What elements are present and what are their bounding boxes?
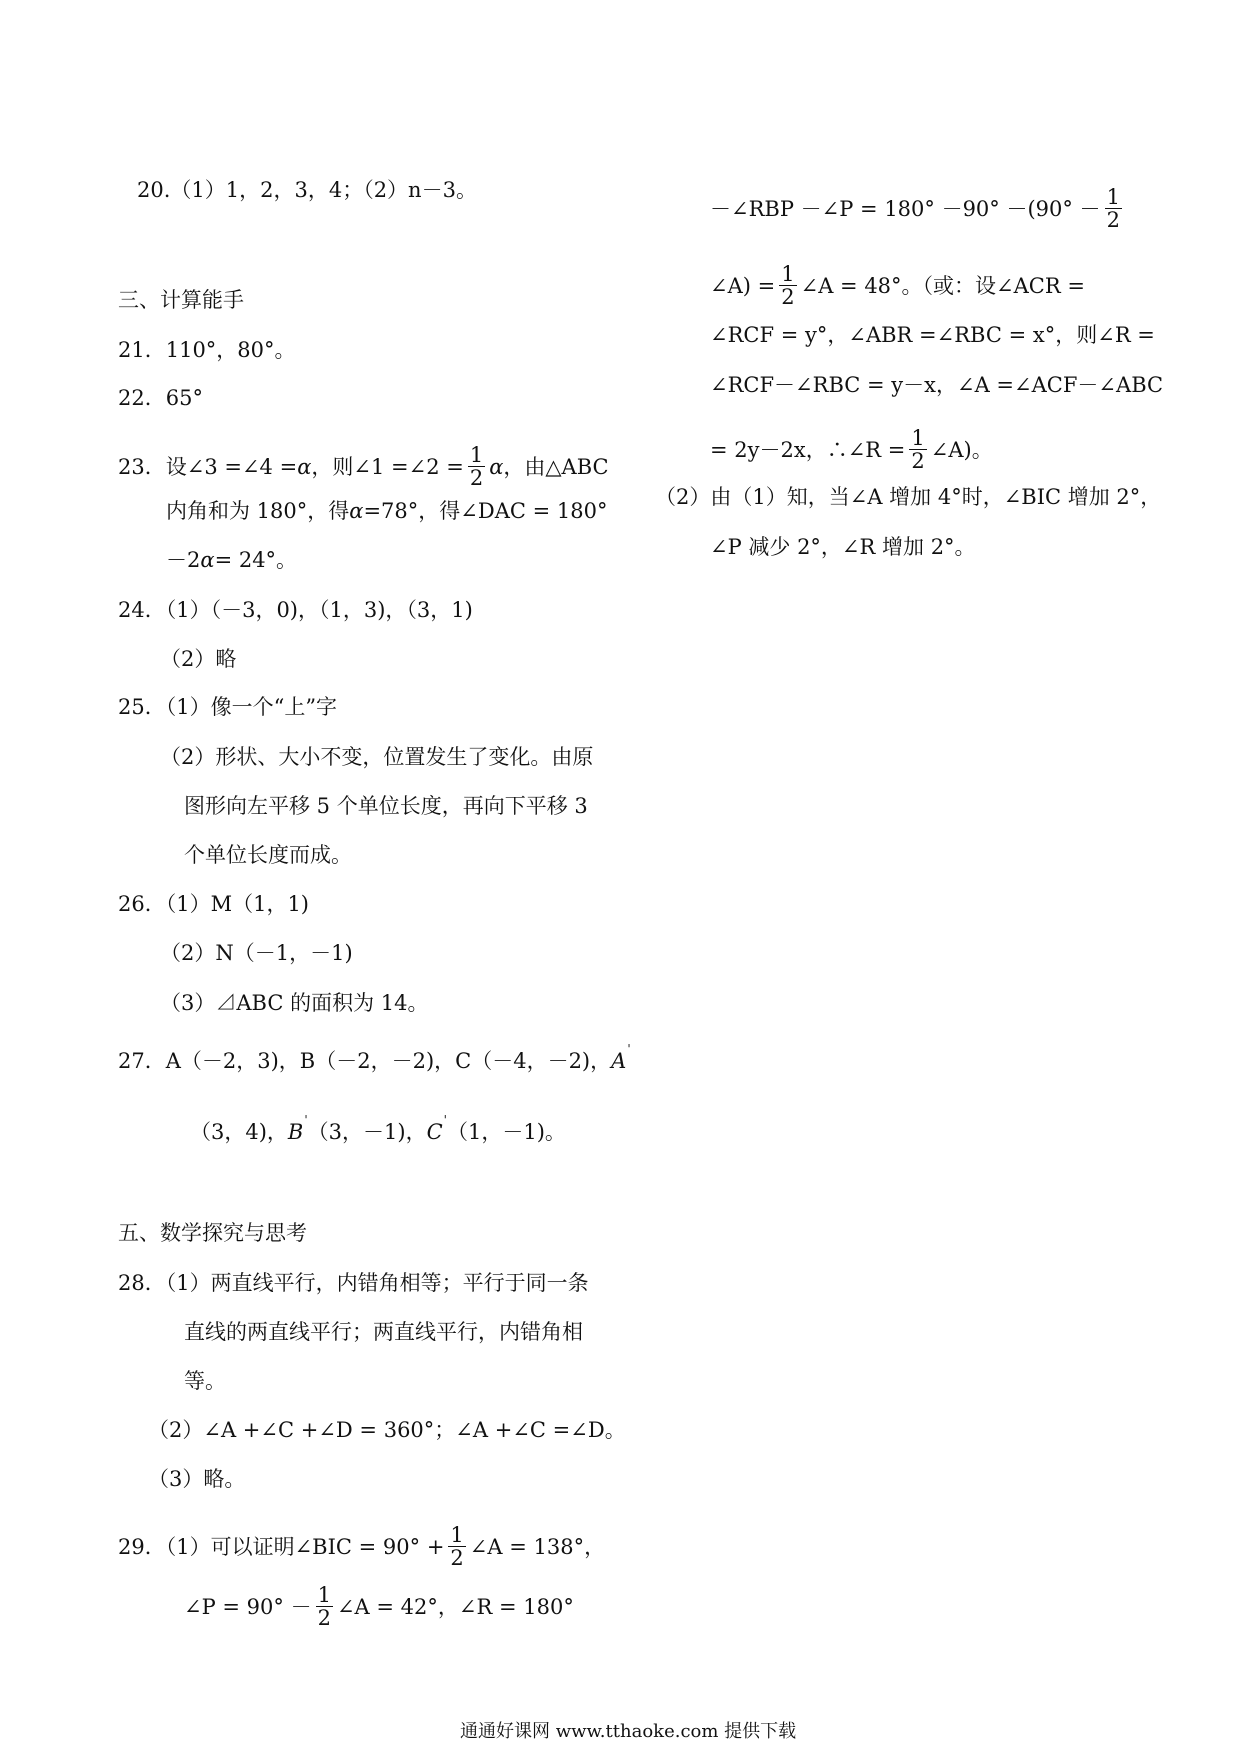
text: －∠RBP －∠P = 180° －90° －(90° － xyxy=(710,196,1101,221)
text: 内角和为 180°，得 xyxy=(166,499,350,523)
answer-28-line3: 等。 xyxy=(184,1369,226,1393)
text: 29．（1）可以证明∠BIC = 90° + xyxy=(118,1534,445,1559)
numerator: 1 xyxy=(781,262,795,286)
fraction-one-half xyxy=(448,1524,465,1569)
answer-28-line4: （2）∠A +∠C +∠D = 360°；∠A +∠C =∠D。 xyxy=(148,1418,626,1442)
denominator: 2 xyxy=(911,449,925,473)
answer-29-cont-line3: ∠RCF = y°，∠ABR =∠RBC = x°，则∠R = xyxy=(710,323,1155,347)
alpha-symbol: α xyxy=(297,454,312,479)
text: = 24°。 xyxy=(214,548,298,572)
answer-25-line4: 个单位长度而成。 xyxy=(184,843,352,867)
answer-26-line1: 26．（1）M（1，1) xyxy=(118,892,309,916)
fraction-one-half xyxy=(1105,186,1122,231)
answer-27-line1 xyxy=(118,1042,631,1074)
text: ∠A) = xyxy=(710,273,776,298)
answer-23-line1 xyxy=(118,444,609,489)
answer-25-line1: 25．（1）像一个“上”字 xyxy=(118,695,338,719)
numerator: 1 xyxy=(1106,185,1120,209)
prime-mark: ' xyxy=(627,1042,631,1056)
answer-24-line1: 24．（1）（－3，0)，（1，3)，（3，1) xyxy=(118,598,473,622)
text: 23．设∠3 =∠4 = xyxy=(118,454,298,479)
answer-29-line2 xyxy=(184,1584,574,1629)
denominator: 2 xyxy=(1106,208,1120,232)
numerator: 1 xyxy=(911,426,925,450)
answer-24-line2: （2）略 xyxy=(160,647,237,671)
fraction-one-half xyxy=(468,444,485,489)
answer-29-line1 xyxy=(118,1524,605,1569)
footer-source: 通通好课网 www.tthaoke.com 提供下载 xyxy=(460,1721,797,1742)
text: ∠P = 90° － xyxy=(184,1594,312,1619)
numerator: 1 xyxy=(450,1523,464,1547)
answer-29-cont-line2 xyxy=(710,263,1085,308)
text: ，则∠1 =∠2 = xyxy=(311,454,464,479)
text: =78°，得∠DAC = 180° xyxy=(363,499,608,523)
text: （3，－1)， xyxy=(307,1120,427,1144)
answer-28-line2: 直线的两直线平行；两直线平行，内错角相 xyxy=(184,1320,583,1344)
answer-20: 20.（1）1，2，3，4；（2）n－3。 xyxy=(137,178,477,202)
section-heading-3: 三、计算能手 xyxy=(118,288,244,312)
text: 27．A（－2，3)，B（－2，－2)，C（－4，－2)， xyxy=(118,1049,612,1073)
answer-29-cont-line5 xyxy=(710,427,993,472)
text: ∠A = 48°。（或：设∠ACR = xyxy=(800,273,1085,298)
alpha-symbol: α xyxy=(349,499,364,523)
text: ∠A = 138°， xyxy=(469,1534,606,1559)
denominator: 2 xyxy=(317,1606,331,1630)
denominator: 2 xyxy=(781,285,795,309)
answer-26-line2: （2）N（－1，－1) xyxy=(160,941,353,965)
text: ，由△ABC xyxy=(503,454,609,479)
text: ∠A = 42°，∠R = 180° xyxy=(336,1594,574,1619)
denominator: 2 xyxy=(450,1546,464,1570)
section-heading-5: 五、数学探究与思考 xyxy=(118,1221,307,1245)
denominator: 2 xyxy=(469,466,484,490)
answer-29-part2-line1: （2）由（1）知，当∠A 增加 4°时，∠BIC 增加 2°， xyxy=(655,485,1162,509)
answer-21: 21．110°，80°。 xyxy=(118,338,296,362)
answer-28-line1: 28．（1）两直线平行，内错角相等；平行于同一条 xyxy=(118,1271,589,1295)
answer-22: 22．65° xyxy=(118,386,203,410)
point-c-prime: C xyxy=(426,1120,443,1144)
numerator: 1 xyxy=(469,443,484,467)
answer-29-cont-line4: ∠RCF－∠RBC = y－x，∠A =∠ACF－∠ABC xyxy=(710,373,1164,397)
text: = 2y－2x，∴∠R = xyxy=(710,437,906,462)
alpha-symbol: α xyxy=(489,454,504,479)
text: ∠A)。 xyxy=(930,437,993,462)
alpha-symbol: α xyxy=(200,548,215,572)
answer-23-line2 xyxy=(166,498,607,524)
text: （1，－1)。 xyxy=(446,1120,566,1144)
answer-29-cont-line1 xyxy=(710,186,1126,231)
answer-28-line5: （3）略。 xyxy=(148,1467,246,1491)
answer-26-line3: （3）⊿ABC 的面积为 14。 xyxy=(160,991,429,1015)
text: －2 xyxy=(166,548,201,572)
text: （3，4)， xyxy=(190,1120,288,1144)
answer-25-line3: 图形向左平移 5 个单位长度，再向下平移 3 xyxy=(184,794,588,818)
point-b-prime: B xyxy=(287,1120,304,1144)
numerator: 1 xyxy=(317,1583,331,1607)
answer-29-part2-line2: ∠P 减少 2°，∠R 增加 2°。 xyxy=(710,535,976,559)
point-a-prime: A xyxy=(611,1049,627,1073)
fraction-one-half xyxy=(909,427,926,472)
fraction-one-half xyxy=(316,1584,333,1629)
fraction-one-half xyxy=(779,263,796,308)
answer-23-line3 xyxy=(166,547,297,573)
prime-mark: ' xyxy=(443,1113,447,1127)
answer-27-line2 xyxy=(190,1113,566,1145)
prime-mark: ' xyxy=(304,1113,308,1127)
answer-25-line2: （2）形状、大小不变，位置发生了变化。由原 xyxy=(160,745,594,769)
